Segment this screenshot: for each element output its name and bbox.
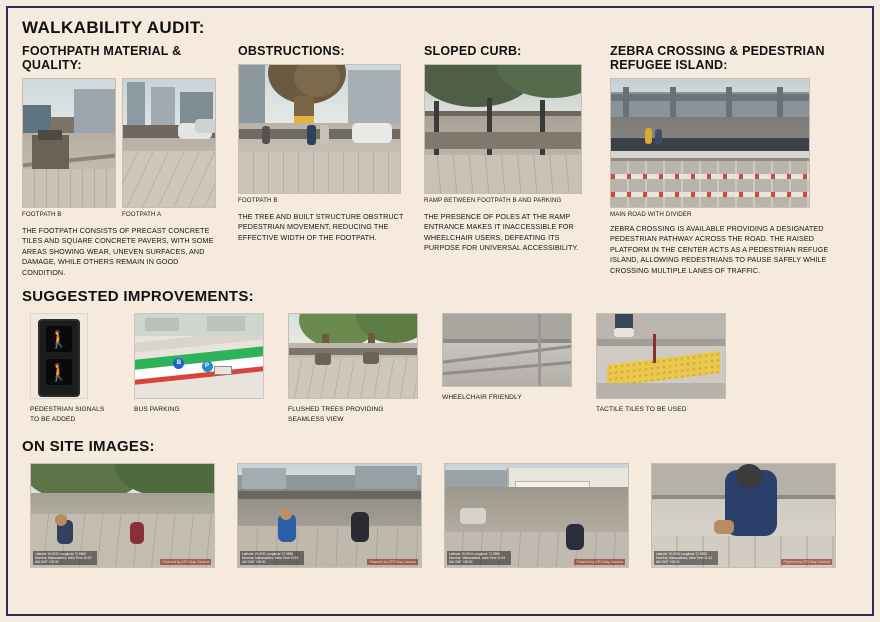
photo-caption: FOOTPATH B — [22, 211, 62, 218]
photo-zebra-crossing — [610, 78, 810, 208]
gps-brand: Powered by GPS Map Camera — [369, 560, 416, 565]
improvement-item — [442, 313, 572, 403]
audit-description-obstructions: THE TREE AND BUILT STRUCTURE OBSTRUCT PEDESTRIAN MOVEMENT, REDUCING THE EFFECTIVE WIDTH OF THE FOOTPATH. — [238, 212, 404, 242]
section-title-material: FOOTHPATH MATERIAL & QUALITY: — [22, 44, 182, 72]
onsite-photo — [30, 463, 215, 568]
section-title-onsite: ON SITE IMAGES: — [22, 438, 155, 456]
audit-column-curb — [424, 44, 594, 254]
improvement-caption: PEDESTRIAN SIGNALS TO BE ADDED — [30, 406, 105, 423]
signal-green-lamp: 🚶 — [46, 359, 72, 385]
onsite-photo — [651, 463, 836, 568]
photo-footpath-b — [22, 78, 116, 208]
audit-description-zebra: ZEBRA CROSSING IS AVAILABLE PROVIDING A DESIGNATED PEDESTRIAN PATHWAY ACROSS THE ROAD. THE RAISED PLATFORM IN THE CENTER ACTS AS A PEDESTRIAN REFUGE ISLAND, ALLOWING PEDESTRIANS TO PAUSE SAFELY WHILE CROSSING MULTIPLE LANES OF TRAFFIC. — [610, 224, 829, 275]
section-title-improvements: SUGGESTED IMPROVEMENTS: — [22, 288, 254, 306]
map-pin: B — [173, 358, 184, 369]
traffic-signal-icon — [30, 313, 88, 399]
audit-column-obstructions — [238, 44, 408, 243]
gps-brand: Powered by GPS Map Camera — [783, 560, 830, 565]
section-title-obstructions: OBSTRUCTIONS: — [238, 44, 345, 58]
photo-caption: RAMP BETWEEN FOOTPATH B AND PARKING — [424, 197, 562, 204]
audit-section — [22, 44, 860, 278]
ramp-icon — [442, 313, 572, 387]
tactile-tile-icon — [596, 313, 726, 399]
improvement-caption: FLUSHED TREES PROVIDING SEAMLESS VIEW — [288, 406, 384, 423]
signal-housing — [38, 319, 80, 397]
photo-sloped-curb — [424, 64, 582, 194]
page-title: WALKABILITY AUDIT: — [22, 18, 205, 37]
audit-column-material — [22, 44, 222, 278]
photo-caption: FOOTPATH A — [122, 211, 162, 218]
gps-brand: Powered by GPS Map Camera — [162, 560, 209, 565]
improvement-item — [596, 313, 726, 415]
tree-footpath-icon — [288, 313, 418, 399]
poster-frame — [6, 6, 874, 616]
photo-caption: MAIN ROAD WITH DIVIDER — [610, 211, 692, 218]
improvement-item — [134, 313, 264, 415]
gps-stamp: Latitude 19.0334 Longitude 72.8595 Mumbai, Maharashtra, India Time 11:03 AM GMT +05:30 — [447, 551, 511, 565]
map-pin: P — [202, 361, 213, 372]
audit-description-material: THE FOOTPATH CONSISTS OF PRECAST CONCRETE TILES AND SQUARE CONCRETE PAVERS, WITH SOME AREAS SHOWING WEAR, UNEVEN SURFACES, AND DAMAGE, WHILE OTHERS REMAIN IN GOOD CONDITION. — [22, 226, 214, 277]
audit-description-curb: THE PRESENCE OF POLES AT THE RAMP ENTRANCE MAKES IT INACCESSIBLE FOR WHEELCHAIR USERS, DEFEATING ITS PURPOSE FOR UNIVERSAL ACCESSIBILITY. — [424, 212, 579, 253]
onsite-section — [30, 463, 860, 568]
improvement-caption: BUS PARKING — [134, 406, 180, 414]
photo-caption: FOOTPATH B — [238, 197, 278, 204]
improvement-item — [30, 313, 110, 424]
photo-obstruction-tree — [238, 64, 401, 194]
improvement-item — [288, 313, 418, 424]
photo-pair-material — [22, 78, 222, 208]
photo-footpath-a — [122, 78, 216, 208]
signal-red-lamp: 🚶 — [46, 326, 72, 352]
section-title-zebra: ZEBRA CROSSING & PEDESTRIAN REFUGEE ISLAND: — [610, 44, 825, 72]
improvement-caption: WHEELCHAIR FRIENDLY — [442, 394, 522, 402]
map-icon — [134, 313, 264, 399]
onsite-photo — [237, 463, 422, 568]
gps-stamp: Latitude 19.0331 Longitude 72.8598 Mumbai, Maharashtra, India Time 10:51 AM GMT +05:30 — [240, 551, 304, 565]
gps-stamp: Latitude 19.0336 Longitude 72.8592 Mumbai, Maharashtra, India Time 11:12 AM GMT +05:30 — [654, 551, 718, 565]
improvement-caption: TACTILE TILES TO BE USED — [596, 406, 687, 414]
audit-column-zebra — [610, 44, 845, 276]
gps-brand: Powered by GPS Map Camera — [576, 560, 623, 565]
section-title-curb: SLOPED CURB: — [424, 44, 522, 58]
onsite-photo — [444, 463, 629, 568]
gps-stamp: Latitude 19.0330 Longitude 72.8600 Mumbai, Maharashtra, India Time 10:42 AM GMT +05:30 — [33, 551, 97, 565]
improvements-section — [30, 313, 860, 424]
